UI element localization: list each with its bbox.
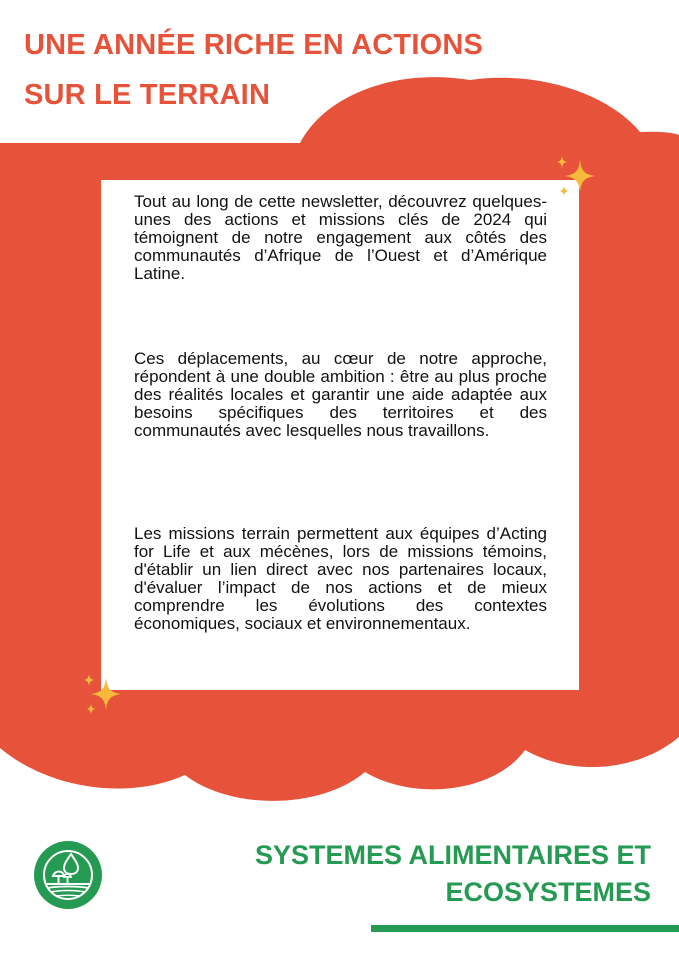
section-underline: [371, 925, 679, 932]
section-title-line1: SYSTEMES ALIMENTAIRES ET: [254, 840, 651, 870]
section-title-line2: ECOSYSTEMES: [445, 877, 651, 907]
section-title: [255, 837, 651, 911]
sparkle-icon: [552, 154, 598, 200]
intro-paragraph-3: Les missions terrain permettent aux équipes d’Acting for Life et aux mécènes, lors de missions témoins, d'établir un lien direct avec nos partenaires locaux, d'évaluer l’impact de nos actions et de mieux comprendre les évolutions des contextes économiques, sociaux et environnementaux.: [134, 524, 547, 633]
intro-paragraph-1: Tout au long de cette newsletter, découvrez quelques-unes des actions et missions clés de 2024 qui témoignent de notre engagement aux côtés des communautés d’Afrique de l’Ouest et d’Amérique Latine.: [134, 192, 547, 283]
intro-text-card: [101, 180, 579, 690]
sparkle-icon: [80, 672, 126, 718]
food-systems-logo-icon: [33, 840, 103, 910]
intro-paragraph-2: Ces déplacements, au cœur de notre approche, répondent à une double ambition : être au plus proche des réalités locales et garantir une aide adaptée aux besoins spécifiques des territoires et des communautés avec lesquelles nous travaillons.: [134, 349, 547, 440]
page-title-line1: UNE ANNÉE RICHE EN ACTIONS: [24, 29, 484, 61]
page-title-line2: SUR LE TERRAIN: [24, 79, 271, 111]
